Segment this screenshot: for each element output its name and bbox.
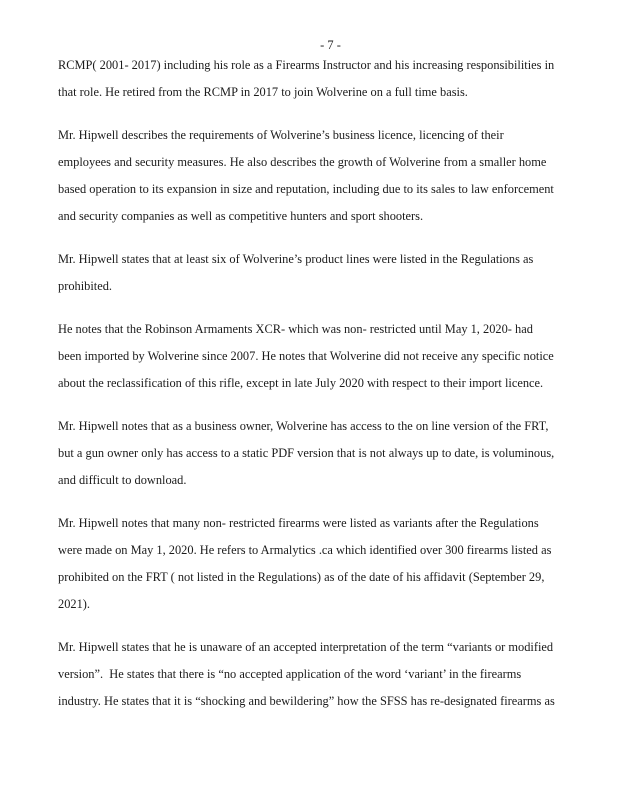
page-number: - 7 -	[320, 38, 341, 52]
text-line: were made on May 1, 2020. He refers to Armalytics .ca which identified over 300 firearms listed as	[58, 543, 552, 557]
text-line: version”. He states that there is “no accepted application of the word ‘variant’ in the firearms	[58, 667, 522, 681]
text-line: Mr. Hipwell notes that many non- restricted firearms were listed as variants after the Regulations	[58, 516, 539, 530]
paragraph	[58, 122, 607, 230]
text-line: prohibited.	[58, 279, 113, 293]
paragraph	[58, 246, 607, 300]
paragraph	[58, 52, 607, 106]
text-line: RCMP( 2001- 2017) including his role as a Firearms Instructor and his increasing responsibilities in	[58, 58, 555, 72]
text-line: Mr. Hipwell notes that as a business owner, Wolverine has access to the on line version of the FRT,	[58, 419, 549, 433]
text-line: Mr. Hipwell states that at least six of Wolverine’s product lines were listed in the Regulations as	[58, 252, 534, 266]
paragraph	[58, 316, 607, 397]
text-line: Mr. Hipwell states that he is unaware of an accepted interpretation of the term “variants or modified	[58, 640, 554, 654]
text-line: employees and security measures. He also describes the growth of Wolverine from a smaller home	[58, 155, 547, 169]
text-line: about the reclassification of this rifle, except in late July 2020 with respect to their import licence.	[58, 376, 544, 390]
text-line: been imported by Wolverine since 2007. He notes that Wolverine did not receive any specific notice	[58, 349, 554, 363]
text-line: and security companies as well as competitive hunters and sport shooters.	[58, 209, 424, 223]
text-line: prohibited on the FRT ( not listed in the Regulations) as of the date of his affidavit (September 29,	[58, 570, 545, 584]
text-line: based operation to its expansion in size and reputation, including due to its sales to law enforcement	[58, 182, 554, 196]
document-body	[58, 52, 607, 731]
paragraph	[58, 413, 607, 494]
text-line: 2021).	[58, 597, 91, 611]
text-line: He notes that the Robinson Armaments XCR- which was non- restricted until May 1, 2020- had	[58, 322, 533, 336]
text-line: Mr. Hipwell describes the requirements of Wolverine’s business licence, licencing of their	[58, 128, 504, 142]
text-line: but a gun owner only has access to a static PDF version that is not always up to date, is voluminous,	[58, 446, 555, 460]
text-line: that role. He retired from the RCMP in 2017 to join Wolverine on a full time basis.	[58, 85, 468, 99]
text-line: industry. He states that it is “shocking and bewildering” how the SFSS has re-designated firearms as	[58, 694, 555, 708]
paragraph	[58, 510, 607, 618]
paragraph	[58, 634, 607, 715]
text-line: and difficult to download.	[58, 473, 187, 487]
